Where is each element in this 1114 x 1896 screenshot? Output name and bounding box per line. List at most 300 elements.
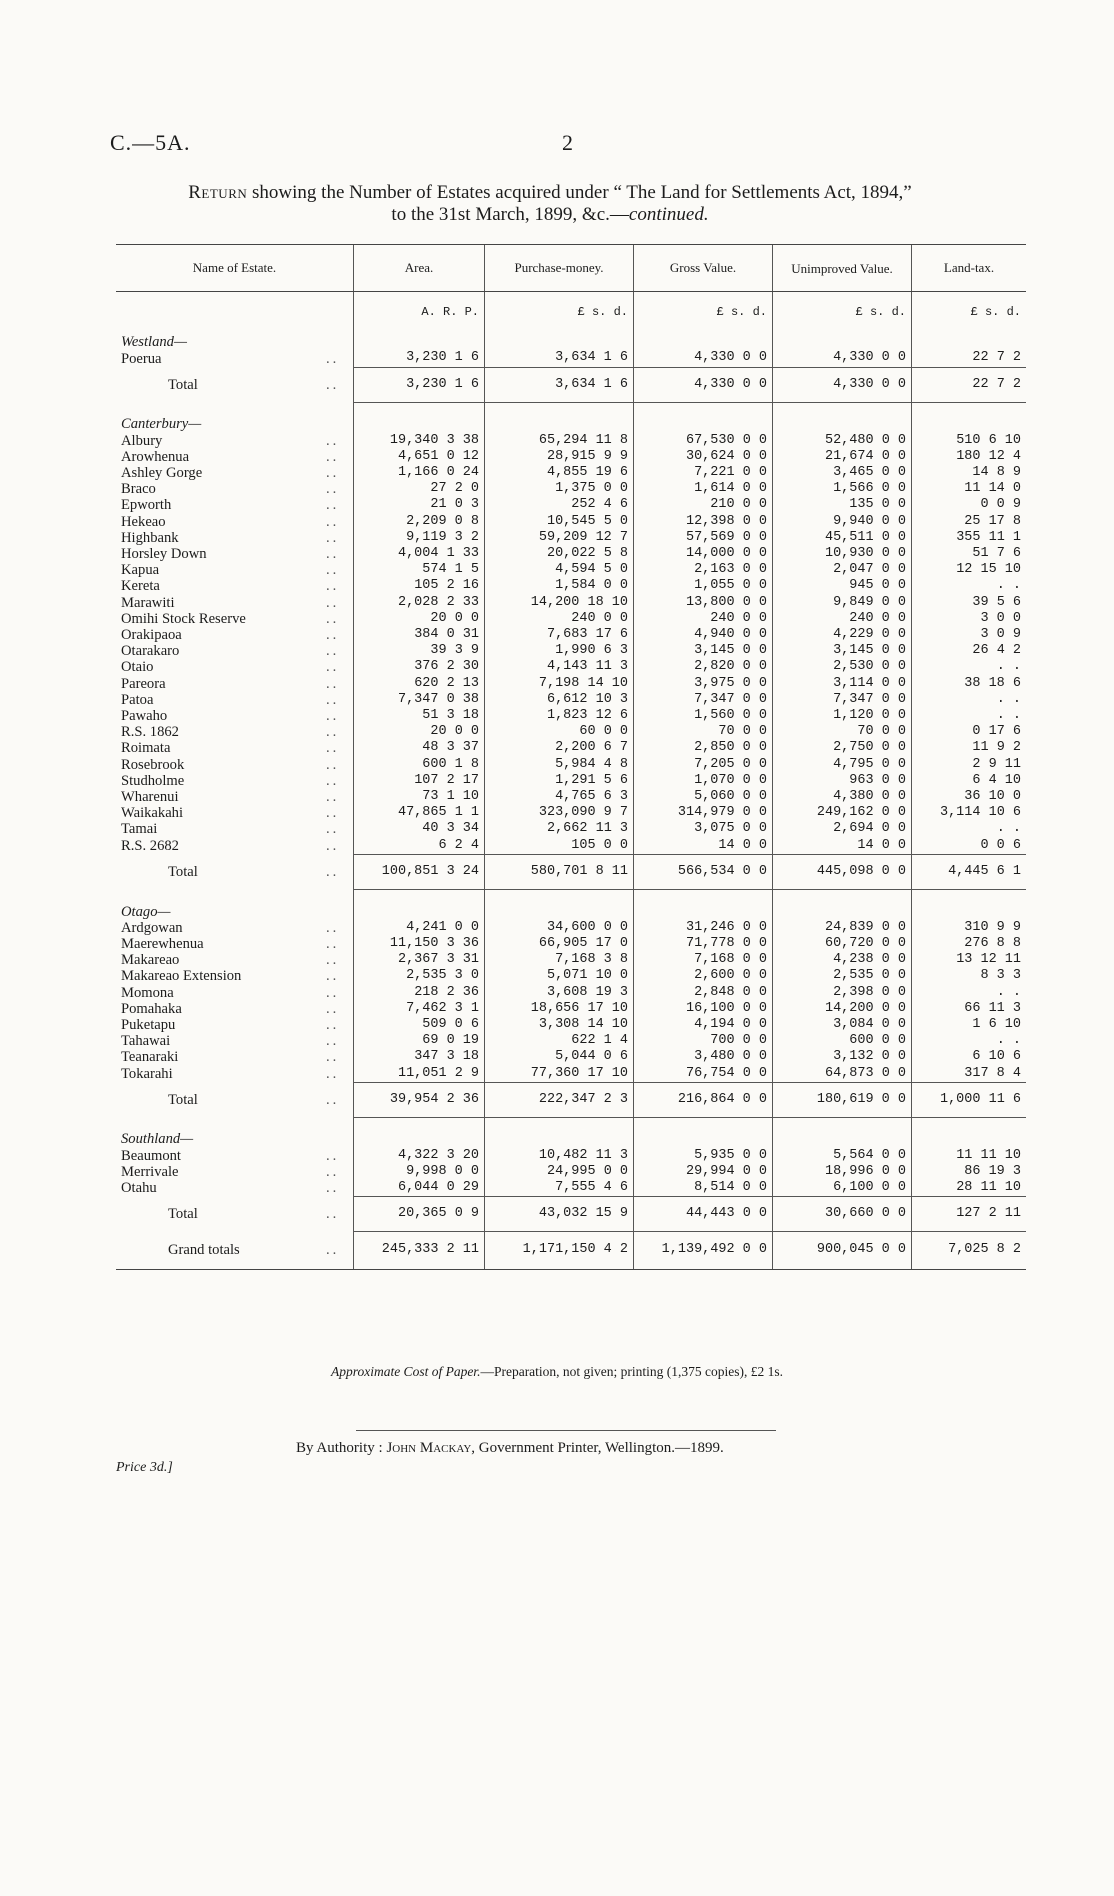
- cell-landtax: 8 3 3: [912, 968, 1027, 984]
- cell-purchase: 77,360 17 10: [485, 1066, 634, 1083]
- cell-unimproved: 4,330 0 0: [773, 350, 912, 367]
- cell-purchase: 105 0 0: [485, 838, 634, 855]
- leader-dots: ..: [326, 740, 340, 757]
- cell-gross: 29,994 0 0: [634, 1164, 773, 1180]
- cell-gross: 16,100 0 0: [634, 1001, 773, 1017]
- cell-unimproved: 1,566 0 0: [773, 481, 912, 497]
- leader-dots: ..: [326, 724, 340, 741]
- leader-dots: ..: [326, 756, 340, 773]
- cell-landtax: 3 0 0: [912, 611, 1027, 627]
- cell-purchase: 7,555 4 6: [485, 1180, 634, 1197]
- unit-gross: £ s. d.: [634, 292, 773, 321]
- cell-purchase: 1,584 0 0: [485, 578, 634, 594]
- cell-gross: 4,330 0 0: [634, 367, 773, 402]
- cell-landtax: 0 0 9: [912, 497, 1027, 513]
- cell-gross: 7,205 0 0: [634, 757, 773, 773]
- estate-name: Teanaraki: [121, 1049, 179, 1066]
- total-row: [116, 367, 1026, 402]
- leader-dots: ..: [326, 1033, 340, 1050]
- column-header-landtax: Land-tax.: [912, 245, 1027, 292]
- grand-total-row: [116, 1232, 1026, 1269]
- cell-landtax: 276 8 8: [912, 936, 1027, 952]
- cell-landtax: 66 11 3: [912, 1001, 1027, 1017]
- cell-gross: 2,600 0 0: [634, 968, 773, 984]
- estate-name: Poerua: [121, 350, 162, 367]
- region-heading-row: [116, 1117, 1026, 1147]
- leader-dots: ..: [326, 968, 340, 985]
- cell-purchase: 3,634 1 6: [485, 367, 634, 402]
- cell-unimproved: 4,795 0 0: [773, 757, 912, 773]
- cell-purchase: 252 4 6: [485, 497, 634, 513]
- cell-unimproved: 24,839 0 0: [773, 920, 912, 936]
- cell-area: 2,209 0 8: [354, 514, 485, 530]
- cell-unimproved: 4,380 0 0: [773, 789, 912, 805]
- cell-area: 2,535 3 0: [354, 968, 485, 984]
- cell-blank: [354, 320, 485, 350]
- cell-gross: 7,168 0 0: [634, 952, 773, 968]
- table-row: [116, 838, 1026, 855]
- cell-landtax: 510 6 10: [912, 433, 1027, 449]
- estate-name: Wharenui: [121, 788, 179, 805]
- cell-purchase: 222,347 2 3: [485, 1082, 634, 1117]
- cell-blank: [773, 320, 912, 350]
- cell-unimproved: 249,162 0 0: [773, 805, 912, 821]
- cell-purchase: 14,200 18 10: [485, 595, 634, 611]
- authority-rule: [356, 1430, 776, 1431]
- cell-area: 509 0 6: [354, 1017, 485, 1033]
- cell-blank: [485, 890, 634, 920]
- estate-name: Epworth: [121, 497, 172, 514]
- cell-area: 384 0 31: [354, 627, 485, 643]
- estate-name: Braco: [121, 481, 156, 498]
- cell-unimproved: 60,720 0 0: [773, 936, 912, 952]
- table-row: [116, 595, 1026, 611]
- cell-unimproved: 3,465 0 0: [773, 465, 912, 481]
- estate-name: Makareao Extension: [121, 968, 242, 985]
- estate-name: Marawiti: [121, 594, 175, 611]
- estate-name: Total: [168, 376, 198, 393]
- leader-dots: ..: [326, 984, 340, 1001]
- cell-landtax: 14 8 9: [912, 465, 1027, 481]
- cell-area: 9,998 0 0: [354, 1164, 485, 1180]
- cell-landtax: 13 12 11: [912, 952, 1027, 968]
- cell-landtax: . .: [912, 692, 1027, 708]
- leader-dots: ..: [326, 952, 340, 969]
- cell-area: 347 3 18: [354, 1049, 485, 1065]
- leader-dots: ..: [326, 350, 340, 367]
- table-row: [116, 1001, 1026, 1017]
- cell-landtax: 3 0 9: [912, 627, 1027, 643]
- table-row: [116, 611, 1026, 627]
- cell-purchase: 66,905 17 0: [485, 936, 634, 952]
- cell-area: 48 3 37: [354, 740, 485, 756]
- cell-landtax: 28 11 10: [912, 1180, 1027, 1197]
- cost-text: —Preparation, not given; printing (1,375 copies), £2 1s.: [480, 1364, 784, 1379]
- cell-landtax: 36 10 0: [912, 789, 1027, 805]
- cell-landtax: 86 19 3: [912, 1164, 1027, 1180]
- cell-gross: 8,514 0 0: [634, 1180, 773, 1197]
- cell-area: 51 3 18: [354, 708, 485, 724]
- cell-gross: 3,075 0 0: [634, 821, 773, 837]
- cell-unimproved: 6,100 0 0: [773, 1180, 912, 1197]
- cell-gross: 76,754 0 0: [634, 1066, 773, 1083]
- cell-blank: [634, 890, 773, 920]
- leader-dots: ..: [326, 562, 340, 579]
- column-header-unimproved: Unimproved Value.: [773, 245, 912, 292]
- region-heading-row: [116, 320, 1026, 350]
- cell-gross: 4,940 0 0: [634, 627, 773, 643]
- cell-area: 11,051 2 9: [354, 1066, 485, 1083]
- cell-purchase: 10,482 11 3: [485, 1148, 634, 1164]
- cell-landtax: 0 17 6: [912, 724, 1027, 740]
- cell-purchase: 2,200 6 7: [485, 740, 634, 756]
- cell-blank: [912, 1117, 1027, 1147]
- estate-name: Horsley Down: [121, 545, 207, 562]
- cell-area: 20,365 0 9: [354, 1197, 485, 1232]
- table-row: [116, 740, 1026, 756]
- column-header-purchase: Purchase-money.: [485, 245, 634, 292]
- estate-name: Otarakaro: [121, 643, 180, 660]
- estate-name: Tahawai: [121, 1033, 171, 1050]
- estate-name: Roimata: [121, 740, 171, 757]
- cell-gross: 70 0 0: [634, 724, 773, 740]
- cell-unimproved: 4,238 0 0: [773, 952, 912, 968]
- cell-unimproved: 445,098 0 0: [773, 854, 912, 889]
- table-row: [116, 659, 1026, 675]
- cell-landtax: 310 9 9: [912, 920, 1027, 936]
- estate-name: Total: [168, 863, 198, 880]
- leader-dots: ..: [326, 481, 340, 498]
- estate-name: Patoa: [121, 691, 154, 708]
- cell-unimproved: 3,132 0 0: [773, 1049, 912, 1065]
- cell-blank: [912, 402, 1027, 432]
- leader-dots: ..: [326, 1147, 340, 1164]
- estate-name: Makareao: [121, 952, 180, 969]
- leader-dots: ..: [326, 594, 340, 611]
- cell-gross: 14,000 0 0: [634, 546, 773, 562]
- cell-purchase: 580,701 8 11: [485, 854, 634, 889]
- cell-unimproved: 4,330 0 0: [773, 367, 912, 402]
- cell-gross: 7,347 0 0: [634, 692, 773, 708]
- cell-gross: 7,221 0 0: [634, 465, 773, 481]
- cell-blank: [773, 890, 912, 920]
- cell-area: 47,865 1 1: [354, 805, 485, 821]
- cell-gross: 2,163 0 0: [634, 562, 773, 578]
- estate-name: Waikakahi: [121, 805, 184, 822]
- cell-purchase: 34,600 0 0: [485, 920, 634, 936]
- cell-purchase: 622 1 4: [485, 1033, 634, 1049]
- cell-unimproved: 180,619 0 0: [773, 1082, 912, 1117]
- cell-unimproved: 21,674 0 0: [773, 449, 912, 465]
- cell-landtax: 12 15 10: [912, 562, 1027, 578]
- cell-purchase: 1,171,150 4 2: [485, 1232, 634, 1269]
- cell-landtax: 51 7 6: [912, 546, 1027, 562]
- title-lead: Return: [188, 182, 248, 203]
- cell-landtax: 1 6 10: [912, 1017, 1027, 1033]
- column-header-gross: Gross Value.: [634, 245, 773, 292]
- cell-purchase: 7,198 14 10: [485, 676, 634, 692]
- cell-landtax: 355 11 1: [912, 530, 1027, 546]
- cell-area: 11,150 3 36: [354, 936, 485, 952]
- cell-gross: 1,070 0 0: [634, 773, 773, 789]
- cell-gross: 1,614 0 0: [634, 481, 773, 497]
- estate-name: Highbank: [121, 529, 179, 546]
- leader-dots: ..: [326, 432, 340, 449]
- leader-dots: ..: [326, 513, 340, 530]
- cell-area: 9,119 3 2: [354, 530, 485, 546]
- table-row: [116, 1164, 1026, 1180]
- cell-purchase: 1,291 5 6: [485, 773, 634, 789]
- cell-area: 105 2 16: [354, 578, 485, 594]
- cell-gross: 30,624 0 0: [634, 449, 773, 465]
- estate-name: Beaumont: [121, 1147, 181, 1164]
- cell-landtax: 127 2 11: [912, 1197, 1027, 1232]
- cell-purchase: 28,915 9 9: [485, 449, 634, 465]
- cell-blank: [485, 1117, 634, 1147]
- return-title: [100, 182, 1000, 226]
- cell-gross: 2,850 0 0: [634, 740, 773, 756]
- leader-dots: ..: [326, 626, 340, 643]
- table-row: [116, 449, 1026, 465]
- table-row: [116, 805, 1026, 821]
- cell-blank: [354, 890, 485, 920]
- estate-name: R.S. 1862: [121, 724, 179, 741]
- leader-dots: ..: [326, 837, 340, 854]
- cell-unimproved: 70 0 0: [773, 724, 912, 740]
- leader-dots: ..: [326, 772, 340, 789]
- cell-blank: [485, 320, 634, 350]
- cell-area: 21 0 3: [354, 497, 485, 513]
- printer-name: John Mackay,: [386, 1440, 476, 1456]
- estate-name: Merrivale: [121, 1163, 179, 1180]
- title-line1: showing the Number of Estates acquired under “ The Land for Settlements Act, 1894,”: [252, 182, 912, 203]
- cell-unimproved: 14,200 0 0: [773, 1001, 912, 1017]
- leader-dots: ..: [326, 643, 340, 660]
- table-header-row: [116, 245, 1026, 292]
- cell-gross: 3,480 0 0: [634, 1049, 773, 1065]
- cell-landtax: 4,445 6 1: [912, 854, 1027, 889]
- cell-unimproved: 3,145 0 0: [773, 643, 912, 659]
- cell-gross: 4,330 0 0: [634, 350, 773, 367]
- leader-dots: ..: [326, 497, 340, 514]
- leader-dots: ..: [326, 707, 340, 724]
- column-header-area: Area.: [354, 245, 485, 292]
- estate-name: Pawaho: [121, 707, 168, 724]
- cell-blank: [912, 890, 1027, 920]
- table-row: [116, 952, 1026, 968]
- cell-landtax: 11 11 10: [912, 1148, 1027, 1164]
- region-name: Otago—: [121, 903, 171, 920]
- cell-purchase: 60 0 0: [485, 724, 634, 740]
- estate-name: Ashley Gorge: [121, 464, 203, 481]
- authority-line: [296, 1440, 724, 1457]
- cell-blank: [354, 402, 485, 432]
- cell-blank: [116, 292, 354, 321]
- cell-purchase: 1,823 12 6: [485, 708, 634, 724]
- cell-area: 1,166 0 24: [354, 465, 485, 481]
- cell-purchase: 59,209 12 7: [485, 530, 634, 546]
- table-row: [116, 433, 1026, 449]
- leader-dots: ..: [326, 1206, 340, 1223]
- cell-purchase: 3,308 14 10: [485, 1017, 634, 1033]
- leader-dots: ..: [326, 675, 340, 692]
- cell-gross: 12,398 0 0: [634, 514, 773, 530]
- leader-dots: ..: [326, 529, 340, 546]
- cell-purchase: 5,044 0 6: [485, 1049, 634, 1065]
- estate-name: Arowhenua: [121, 448, 190, 465]
- table-row: [116, 724, 1026, 740]
- table-row: [116, 757, 1026, 773]
- cell-unimproved: 2,694 0 0: [773, 821, 912, 837]
- cell-area: 100,851 3 24: [354, 854, 485, 889]
- cell-purchase: 43,032 15 9: [485, 1197, 634, 1232]
- cell-area: 39 3 9: [354, 643, 485, 659]
- leader-dots: ..: [321, 1232, 354, 1269]
- total-row: [116, 1082, 1026, 1117]
- leader-dots: ..: [326, 1000, 340, 1017]
- cell-landtax: 6 10 6: [912, 1049, 1027, 1065]
- price-note: Price 3d.]: [116, 1460, 173, 1475]
- cell-landtax: . .: [912, 985, 1027, 1001]
- table-row: [116, 481, 1026, 497]
- estate-name: Pomahaka: [121, 1000, 182, 1017]
- cell-landtax: 11 14 0: [912, 481, 1027, 497]
- table-row: [116, 465, 1026, 481]
- estate-name: Total: [168, 1206, 198, 1223]
- table-row: [116, 821, 1026, 837]
- cell-area: 4,651 0 12: [354, 449, 485, 465]
- cell-gross: 5,935 0 0: [634, 1148, 773, 1164]
- cell-blank: [485, 402, 634, 432]
- cell-area: 600 1 8: [354, 757, 485, 773]
- estate-name: Studholme: [121, 772, 185, 789]
- cell-gross: 2,848 0 0: [634, 985, 773, 1001]
- cell-landtax: . .: [912, 659, 1027, 675]
- cell-purchase: 24,995 0 0: [485, 1164, 634, 1180]
- table-row: [116, 1033, 1026, 1049]
- cell-landtax: 3,114 10 6: [912, 805, 1027, 821]
- region-heading-row: [116, 890, 1026, 920]
- cell-gross: 31,246 0 0: [634, 920, 773, 936]
- table-row: [116, 968, 1026, 984]
- estate-name: Omihi Stock Reserve: [121, 610, 246, 627]
- cell-area: 2,028 2 33: [354, 595, 485, 611]
- table-row: [116, 985, 1026, 1001]
- cell-unimproved: 45,511 0 0: [773, 530, 912, 546]
- cell-unimproved: 9,849 0 0: [773, 595, 912, 611]
- cell-purchase: 18,656 17 10: [485, 1001, 634, 1017]
- estate-name: Maerewhenua: [121, 935, 204, 952]
- leader-dots: ..: [326, 691, 340, 708]
- estate-name: Rosebrook: [121, 756, 185, 773]
- cell-purchase: 240 0 0: [485, 611, 634, 627]
- cell-unimproved: 30,660 0 0: [773, 1197, 912, 1232]
- cell-unimproved: 3,114 0 0: [773, 676, 912, 692]
- cell-area: 69 0 19: [354, 1033, 485, 1049]
- cell-blank: [354, 1117, 485, 1147]
- cost-of-paper: [0, 1364, 1114, 1380]
- estate-name: R.S. 2682: [121, 837, 179, 854]
- table-row: [116, 708, 1026, 724]
- cell-blank: [912, 320, 1027, 350]
- cell-area: 2,367 3 31: [354, 952, 485, 968]
- table-row: [116, 773, 1026, 789]
- cell-landtax: 26 4 2: [912, 643, 1027, 659]
- cell-landtax: 6 4 10: [912, 773, 1027, 789]
- cell-gross: 1,560 0 0: [634, 708, 773, 724]
- region-name: Westland—: [121, 334, 187, 351]
- table-row: [116, 1066, 1026, 1083]
- cell-unimproved: 2,535 0 0: [773, 968, 912, 984]
- cell-gross: 44,443 0 0: [634, 1197, 773, 1232]
- estate-name: Grand totals: [116, 1232, 321, 1269]
- cell-gross: 566,534 0 0: [634, 854, 773, 889]
- document-code: C.—5A.: [110, 130, 191, 155]
- cell-purchase: 10,545 5 0: [485, 514, 634, 530]
- leader-dots: ..: [326, 1016, 340, 1033]
- leader-dots: ..: [326, 578, 340, 595]
- cell-blank: [634, 1117, 773, 1147]
- cell-area: 19,340 3 38: [354, 433, 485, 449]
- cell-purchase: 4,855 19 6: [485, 465, 634, 481]
- cell-unimproved: 2,047 0 0: [773, 562, 912, 578]
- cell-landtax: 317 8 4: [912, 1066, 1027, 1083]
- cell-gross: 4,194 0 0: [634, 1017, 773, 1033]
- cell-purchase: 323,090 9 7: [485, 805, 634, 821]
- cell-landtax: 39 5 6: [912, 595, 1027, 611]
- cell-gross: 14 0 0: [634, 838, 773, 855]
- cell-area: 107 2 17: [354, 773, 485, 789]
- table-row: [116, 530, 1026, 546]
- leader-dots: ..: [326, 1163, 340, 1180]
- cell-gross: 71,778 0 0: [634, 936, 773, 952]
- table-row: [116, 920, 1026, 936]
- cell-area: 20 0 0: [354, 611, 485, 627]
- cell-landtax: 22 7 2: [912, 367, 1027, 402]
- estate-name: Otaio: [121, 659, 154, 676]
- table-row: [116, 497, 1026, 513]
- estate-name: Tokarahi: [121, 1065, 173, 1082]
- cell-area: 27 2 0: [354, 481, 485, 497]
- cell-landtax: 11 9 2: [912, 740, 1027, 756]
- cell-landtax: 22 7 2: [912, 350, 1027, 367]
- estate-name: Otahu: [121, 1180, 157, 1197]
- region-name: Southland—: [121, 1131, 194, 1148]
- title-line2: to the 31st March, 1899, &c.—: [391, 204, 629, 225]
- cell-blank: [634, 320, 773, 350]
- cell-area: 3,230 1 6: [354, 350, 485, 367]
- cell-area: 4,322 3 20: [354, 1148, 485, 1164]
- table-row: [116, 627, 1026, 643]
- cell-area: 6 2 4: [354, 838, 485, 855]
- cell-purchase: 65,294 11 8: [485, 433, 634, 449]
- cell-purchase: 2,662 11 3: [485, 821, 634, 837]
- estate-name: Tamai: [121, 821, 158, 838]
- estate-name: Ardgowan: [121, 919, 183, 936]
- cell-purchase: 5,984 4 8: [485, 757, 634, 773]
- leader-dots: ..: [326, 1091, 340, 1108]
- leader-dots: ..: [326, 545, 340, 562]
- cell-unimproved: 2,750 0 0: [773, 740, 912, 756]
- leader-dots: ..: [326, 464, 340, 481]
- leader-dots: ..: [326, 1180, 340, 1197]
- leader-dots: ..: [326, 376, 340, 393]
- cell-area: 39,954 2 36: [354, 1082, 485, 1117]
- table-row: [116, 936, 1026, 952]
- cell-area: 40 3 34: [354, 821, 485, 837]
- cell-purchase: 1,990 6 3: [485, 643, 634, 659]
- cell-unimproved: 2,530 0 0: [773, 659, 912, 675]
